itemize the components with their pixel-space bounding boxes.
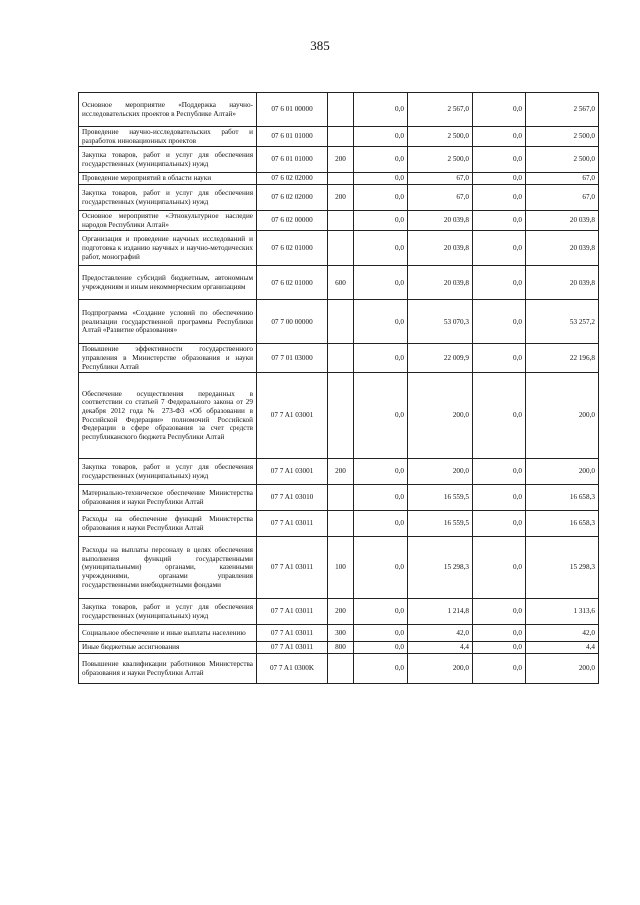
amount-col4: 20 039,8 bbox=[526, 231, 599, 266]
table-row bbox=[79, 300, 599, 344]
amount-col2: 2 567,0 bbox=[408, 93, 473, 127]
row-name: Закупка товаров, работ и услуг для обеспечения государственных (муниципальных) нужд bbox=[79, 147, 257, 173]
expense-type: 100 bbox=[328, 537, 354, 599]
amount-col1: 0,0 bbox=[354, 173, 408, 185]
row-name: Расходы на выплаты персоналу в целях обеспечения выполнения функций государственными (муниципальными) органами, казенными учреждениями, органами управления государственными внебюджетными фондами bbox=[79, 537, 257, 599]
amount-col4: 20 039,8 bbox=[526, 211, 599, 231]
expense-type bbox=[328, 173, 354, 185]
amount-col4: 22 196,8 bbox=[526, 344, 599, 373]
amount-col2: 20 039,8 bbox=[408, 266, 473, 300]
budget-code: 07 7 A1 03011 bbox=[257, 599, 328, 625]
amount-col3: 0,0 bbox=[473, 459, 526, 485]
amount-col1: 0,0 bbox=[354, 231, 408, 266]
amount-col2: 200,0 bbox=[408, 373, 473, 459]
budget-table bbox=[78, 92, 599, 684]
budget-code: 07 6 02 01000 bbox=[257, 266, 328, 300]
page-number: 385 bbox=[310, 38, 330, 53]
amount-col4: 1 313,6 bbox=[526, 599, 599, 625]
budget-code: 07 7 A1 0300K bbox=[257, 654, 328, 684]
amount-col4: 200,0 bbox=[526, 459, 599, 485]
amount-col4: 20 039,8 bbox=[526, 266, 599, 300]
expense-type bbox=[328, 300, 354, 344]
amount-col1: 0,0 bbox=[354, 300, 408, 344]
amount-col1: 0,0 bbox=[354, 599, 408, 625]
amount-col4: 4,4 bbox=[526, 642, 599, 654]
amount-col2: 1 214,8 bbox=[408, 599, 473, 625]
amount-col3: 0,0 bbox=[473, 344, 526, 373]
table-row bbox=[79, 344, 599, 373]
amount-col3: 0,0 bbox=[473, 511, 526, 537]
budget-code: 07 6 01 01000 bbox=[257, 147, 328, 173]
table-row bbox=[79, 185, 599, 211]
amount-col4: 53 257,2 bbox=[526, 300, 599, 344]
amount-col3: 0,0 bbox=[473, 625, 526, 642]
amount-col1: 0,0 bbox=[354, 485, 408, 511]
table-row bbox=[79, 625, 599, 642]
row-name: Расходы на обеспечение функций Министерства образования и науки Республики Алтай bbox=[79, 511, 257, 537]
amount-col2: 4,4 bbox=[408, 642, 473, 654]
amount-col2: 53 070,3 bbox=[408, 300, 473, 344]
amount-col1: 0,0 bbox=[354, 537, 408, 599]
row-name: Закупка товаров, работ и услуг для обеспечения государственных (муниципальных) нужд bbox=[79, 459, 257, 485]
row-name: Повышение квалификации работников Министерства образования и науки Республики Алтай bbox=[79, 654, 257, 684]
amount-col3: 0,0 bbox=[473, 93, 526, 127]
expense-type bbox=[328, 373, 354, 459]
amount-col4: 2 500,0 bbox=[526, 127, 599, 147]
expense-type: 300 bbox=[328, 625, 354, 642]
row-name: Закупка товаров, работ и услуг для обеспечения государственных (муниципальных) нужд bbox=[79, 599, 257, 625]
table-row bbox=[79, 127, 599, 147]
table-row bbox=[79, 211, 599, 231]
amount-col1: 0,0 bbox=[354, 511, 408, 537]
table-row bbox=[79, 173, 599, 185]
amount-col2: 42,0 bbox=[408, 625, 473, 642]
amount-col1: 0,0 bbox=[354, 625, 408, 642]
amount-col2: 2 500,0 bbox=[408, 147, 473, 173]
amount-col2: 16 559,5 bbox=[408, 511, 473, 537]
amount-col2: 20 039,8 bbox=[408, 211, 473, 231]
amount-col4: 42,0 bbox=[526, 625, 599, 642]
table-row bbox=[79, 642, 599, 654]
amount-col2: 22 009,9 bbox=[408, 344, 473, 373]
amount-col3: 0,0 bbox=[473, 300, 526, 344]
budget-code: 07 6 02 02000 bbox=[257, 185, 328, 211]
row-name: Иные бюджетные ассигнования bbox=[79, 642, 257, 654]
budget-code: 07 6 02 00000 bbox=[257, 211, 328, 231]
amount-col2: 200,0 bbox=[408, 654, 473, 684]
expense-type bbox=[328, 127, 354, 147]
amount-col4: 200,0 bbox=[526, 654, 599, 684]
budget-code: 07 7 A1 03001 bbox=[257, 373, 328, 459]
amount-col4: 67,0 bbox=[526, 185, 599, 211]
budget-code: 07 7 00 00000 bbox=[257, 300, 328, 344]
amount-col3: 0,0 bbox=[473, 147, 526, 173]
table-row bbox=[79, 231, 599, 266]
amount-col1: 0,0 bbox=[354, 147, 408, 173]
table-row bbox=[79, 147, 599, 173]
expense-type bbox=[328, 93, 354, 127]
amount-col1: 0,0 bbox=[354, 93, 408, 127]
amount-col4: 16 658,3 bbox=[526, 485, 599, 511]
budget-code: 07 7 A1 03011 bbox=[257, 537, 328, 599]
amount-col1: 0,0 bbox=[354, 654, 408, 684]
row-name: Социальное обеспечение и иные выплаты населению bbox=[79, 625, 257, 642]
budget-code: 07 7 A1 03010 bbox=[257, 485, 328, 511]
table-row bbox=[79, 537, 599, 599]
amount-col4: 2 500,0 bbox=[526, 147, 599, 173]
budget-code: 07 6 01 00000 bbox=[257, 93, 328, 127]
amount-col2: 200,0 bbox=[408, 459, 473, 485]
amount-col1: 0,0 bbox=[354, 459, 408, 485]
amount-col3: 0,0 bbox=[473, 642, 526, 654]
row-name: Повышение эффективности государственного управления в Министерстве образования и науки Республики Алтай bbox=[79, 344, 257, 373]
amount-col4: 15 298,3 bbox=[526, 537, 599, 599]
expense-type: 200 bbox=[328, 147, 354, 173]
amount-col3: 0,0 bbox=[473, 537, 526, 599]
amount-col3: 0,0 bbox=[473, 373, 526, 459]
amount-col1: 0,0 bbox=[354, 127, 408, 147]
expense-type bbox=[328, 344, 354, 373]
amount-col3: 0,0 bbox=[473, 485, 526, 511]
amount-col3: 0,0 bbox=[473, 127, 526, 147]
expense-type: 200 bbox=[328, 599, 354, 625]
expense-type bbox=[328, 511, 354, 537]
row-name: Проведение мероприятий в области науки bbox=[79, 173, 257, 185]
amount-col1: 0,0 bbox=[354, 344, 408, 373]
row-name: Закупка товаров, работ и услуг для обеспечения государственных (муниципальных) нужд bbox=[79, 185, 257, 211]
amount-col4: 67,0 bbox=[526, 173, 599, 185]
table-row bbox=[79, 511, 599, 537]
table-row bbox=[79, 373, 599, 459]
amount-col1: 0,0 bbox=[354, 373, 408, 459]
amount-col2: 67,0 bbox=[408, 173, 473, 185]
table-row bbox=[79, 266, 599, 300]
row-name: Предоставление субсидий бюджетным, автономным учреждениям и иным некоммерческим организациям bbox=[79, 266, 257, 300]
budget-code: 07 6 02 01000 bbox=[257, 231, 328, 266]
amount-col3: 0,0 bbox=[473, 654, 526, 684]
expense-type bbox=[328, 485, 354, 511]
amount-col2: 15 298,3 bbox=[408, 537, 473, 599]
row-name: Материально-техническое обеспечение Министерства образования и науки Республики Алтай bbox=[79, 485, 257, 511]
expense-type bbox=[328, 654, 354, 684]
budget-code: 07 6 02 02000 bbox=[257, 173, 328, 185]
row-name: Проведение научно-исследовательских работ и разработок инновационных проектов bbox=[79, 127, 257, 147]
table-row bbox=[79, 93, 599, 127]
budget-code: 07 7 A1 03011 bbox=[257, 511, 328, 537]
budget-code: 07 6 01 01000 bbox=[257, 127, 328, 147]
row-name: Основное мероприятие «Этнокультурное наследие народов Республики Алтай» bbox=[79, 211, 257, 231]
expense-type: 200 bbox=[328, 459, 354, 485]
row-name: Подпрограмма «Создание условий по обеспечению реализации государственной программы Республики Алтай «Развитие образования» bbox=[79, 300, 257, 344]
table-row bbox=[79, 599, 599, 625]
budget-code: 07 7 01 03000 bbox=[257, 344, 328, 373]
expense-type: 800 bbox=[328, 642, 354, 654]
amount-col4: 2 567,0 bbox=[526, 93, 599, 127]
amount-col4: 200,0 bbox=[526, 373, 599, 459]
expense-type: 200 bbox=[328, 185, 354, 211]
amount-col4: 16 658,3 bbox=[526, 511, 599, 537]
amount-col3: 0,0 bbox=[473, 211, 526, 231]
budget-code: 07 7 A1 03011 bbox=[257, 642, 328, 654]
table-row bbox=[79, 654, 599, 684]
amount-col1: 0,0 bbox=[354, 266, 408, 300]
amount-col3: 0,0 bbox=[473, 185, 526, 211]
amount-col2: 16 559,5 bbox=[408, 485, 473, 511]
amount-col2: 20 039,8 bbox=[408, 231, 473, 266]
table-row bbox=[79, 485, 599, 511]
expense-type bbox=[328, 231, 354, 266]
amount-col3: 0,0 bbox=[473, 599, 526, 625]
budget-code: 07 7 A1 03001 bbox=[257, 459, 328, 485]
row-name: Организация и проведение научных исследований и подготовка к изданию научных и научно-методических работ, монографий bbox=[79, 231, 257, 266]
amount-col3: 0,0 bbox=[473, 173, 526, 185]
amount-col1: 0,0 bbox=[354, 185, 408, 211]
row-name: Обеспечение осуществления переданных в соответствии со статьей 7 Федерального закона от 29 декабря 2012 года № 273-ФЗ «Об образовании в Российской Федерации» полномочий Российской Федерации в сфере образования за счет средств республиканского бюджета Республики Алтай bbox=[79, 373, 257, 459]
amount-col3: 0,0 bbox=[473, 231, 526, 266]
expense-type bbox=[328, 211, 354, 231]
amount-col1: 0,0 bbox=[354, 642, 408, 654]
amount-col2: 67,0 bbox=[408, 185, 473, 211]
amount-col2: 2 500,0 bbox=[408, 127, 473, 147]
amount-col3: 0,0 bbox=[473, 266, 526, 300]
row-name: Основное мероприятие «Поддержка научно-исследовательских проектов в Республике Алтай» bbox=[79, 93, 257, 127]
budget-code: 07 7 A1 03011 bbox=[257, 625, 328, 642]
amount-col1: 0,0 bbox=[354, 211, 408, 231]
table-row bbox=[79, 459, 599, 485]
expense-type: 600 bbox=[328, 266, 354, 300]
